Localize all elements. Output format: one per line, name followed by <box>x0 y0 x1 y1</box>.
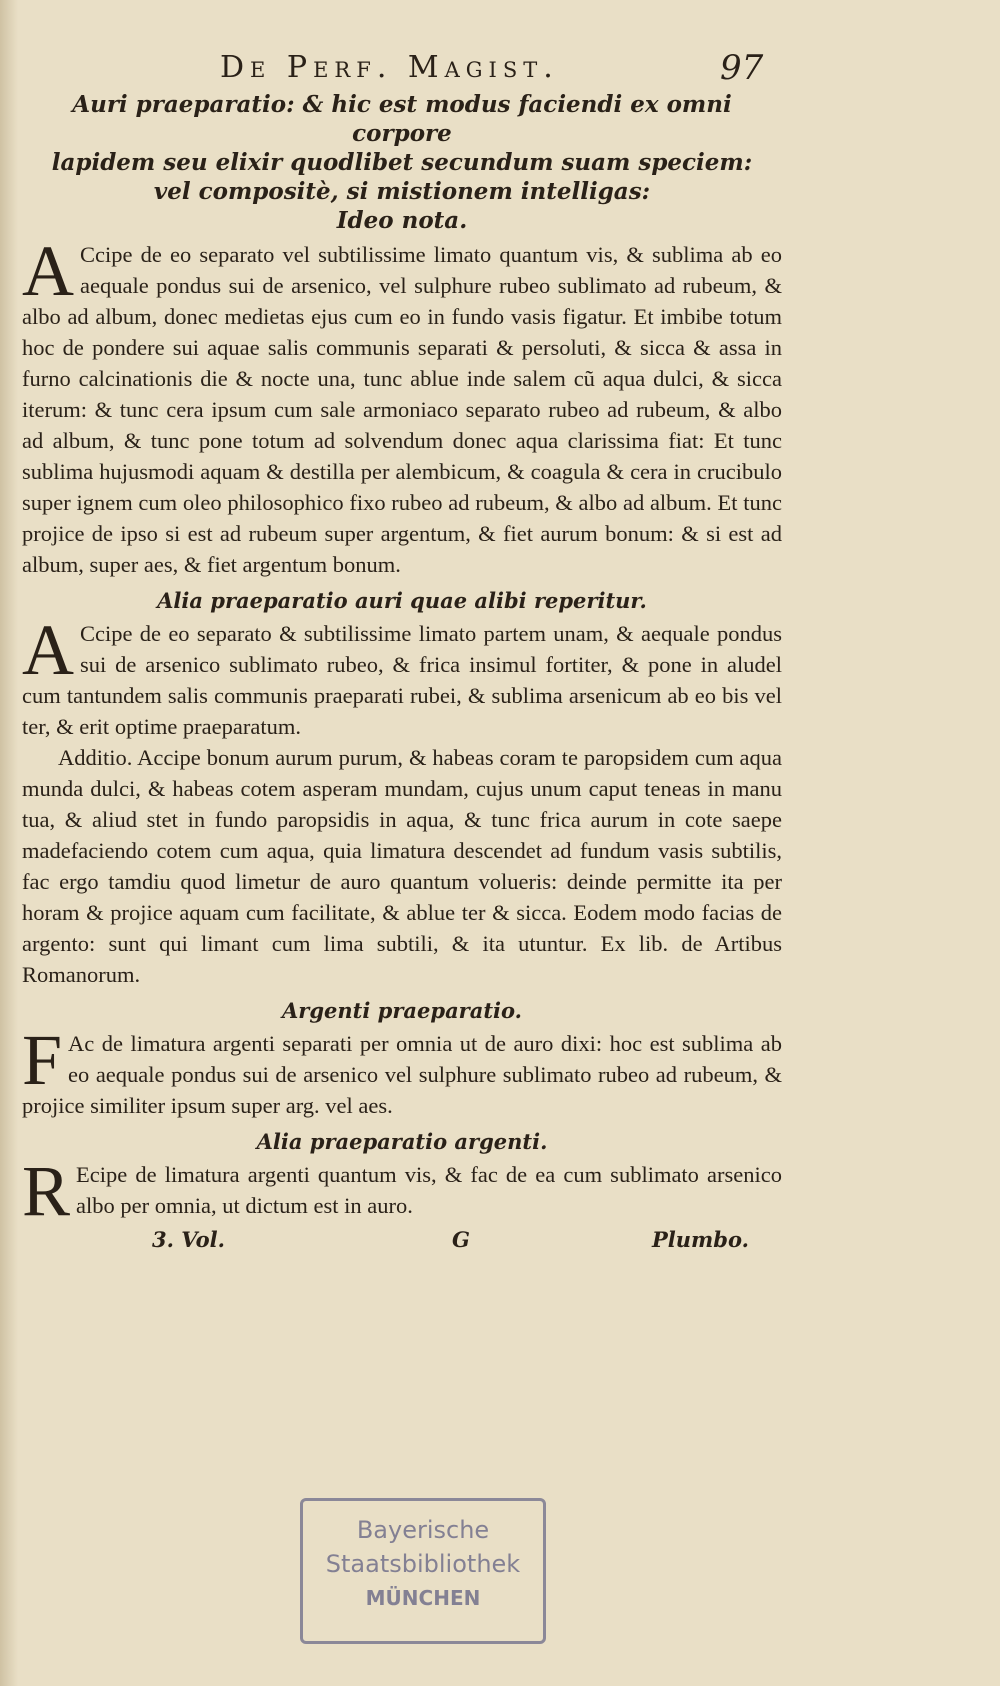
page-number: 97 <box>720 48 764 88</box>
drop-capital: F <box>22 1020 63 1100</box>
sub-heading-argenti: Argenti praeparatio. <box>282 998 522 1023</box>
stamp-line-2: Staatsbibliothek <box>325 1550 521 1578</box>
section-heading-line-1: Auri praeparatio: & hic est modus faciendi ex omni corpore <box>72 91 732 147</box>
drop-capital: R <box>22 1151 71 1231</box>
gathering-mark: G <box>452 1227 470 1252</box>
paragraph-4 <box>22 1020 782 1121</box>
volume-signature: 3. Vol. <box>152 1227 225 1252</box>
catchword: Plumbo. <box>652 1227 749 1252</box>
section-heading-line-3: vel compositè, si mistionem intelligas: <box>153 178 651 205</box>
paragraph-2 <box>22 610 782 742</box>
stamp-line-1: Bayerische <box>356 1516 490 1544</box>
page-footer <box>22 1225 782 1259</box>
drop-capital: A <box>22 231 74 311</box>
library-stamp <box>300 1498 546 1644</box>
drop-capital: A <box>22 610 74 690</box>
sub-heading-alia-argenti: Alia praeparatio argenti. <box>256 1129 548 1154</box>
paragraph-text: Ccipe de eo separato vel subtilissime limato quantum vis, & sublima ab eo aequale pondus sui de arsenico, vel sulphure rubeo sublimato ad rubeum, & albo ad album, donec medietas ejus cum eo in fundo vasis figatur. Et imbibe totum hoc de pondere sui aquae salis communis separati & persoluti, & sicca & assa in furno calcinationis die & nocte una, tunc ablue inde salem cũ aqua dulci, & sicca iterum: & tunc cera ipsum cum sale armoniaco separato rubeo ad rubeum, & albo ad album, & tunc pone totum ad solvendum donec aqua clarissima fiat: Et tunc sublima hujusmodi aquam & destilla per alembicum, & coagula & cera in crucibulo super ignem cum oleo philosophico fixo rubeo ad rubeum, & albo ad album. Et tunc projice de ipso si est ad rubeum super argentum, & fiet aurum bonum: & si est ad album, super aes, & fiet argentum bonum. <box>22 242 782 577</box>
stamp-line-3: MÜNCHEN <box>365 1586 481 1610</box>
paragraph-additio: Additio. Accipe bonum aurum purum, & habeas coram te paropsidem cum aqua munda dulci, & habeas cotem asperam mundam, cujus unum caput teneas in manu tua, & aliud stet in fundo paropsidis in aqua, & tunc frica aurum in cote saepe madefaciendo cotem cum aqua, quia limatura descendet ad fundum vasis subtilis, fac ergo tamdiu quod limetur de auro quantum volueris: deinde permitte ita per horam & projice aquam cum facilitate, & ablue ter & sicca. Eodem modo facias de argento: sunt qui limant cum lima subtili, & ita utuntur. Ex lib. de Artibus Romanorum. <box>22 745 782 987</box>
running-title: De Perf. Magist. <box>220 50 559 85</box>
section-heading-line-4: Ideo nota. <box>336 207 468 234</box>
paragraph-5 <box>22 1151 782 1231</box>
paragraph-text: Ccipe de eo separato & subtilissime limato partem unam, & aequale pondus sui de arsenico sublimato rubeo, & frica insimul fortiter, & pone in aludel cum tantundem salis communis praeparati rubei, & sublima arsenicum ab eo bis vel ter, & erit optime praeparatum. <box>22 621 782 739</box>
running-head <box>22 40 782 90</box>
page-edge-shadow <box>0 0 18 1686</box>
section-heading-line-2: lapidem seu elixir quodlibet secundum suam speciem: <box>51 149 753 176</box>
paragraph-text: Ecipe de limatura argenti quantum vis, & fac de ea cum sublimato arsenico albo per omnia, ut dictum est in auro. <box>76 1162 782 1218</box>
paragraph-text: Ac de limatura argenti separati per omnia ut de auro dixi: hoc est sublima ab eo aequale pondus sui de arsenico vel sulphure sublimato rubeo ad rubeum, & projice similiter ipsum super arg. vel aes. <box>22 1031 782 1118</box>
text-block <box>22 40 782 1259</box>
paragraph-1 <box>22 231 782 580</box>
sub-heading-auri: Alia praeparatio auri quae alibi reperitur. <box>157 588 647 613</box>
